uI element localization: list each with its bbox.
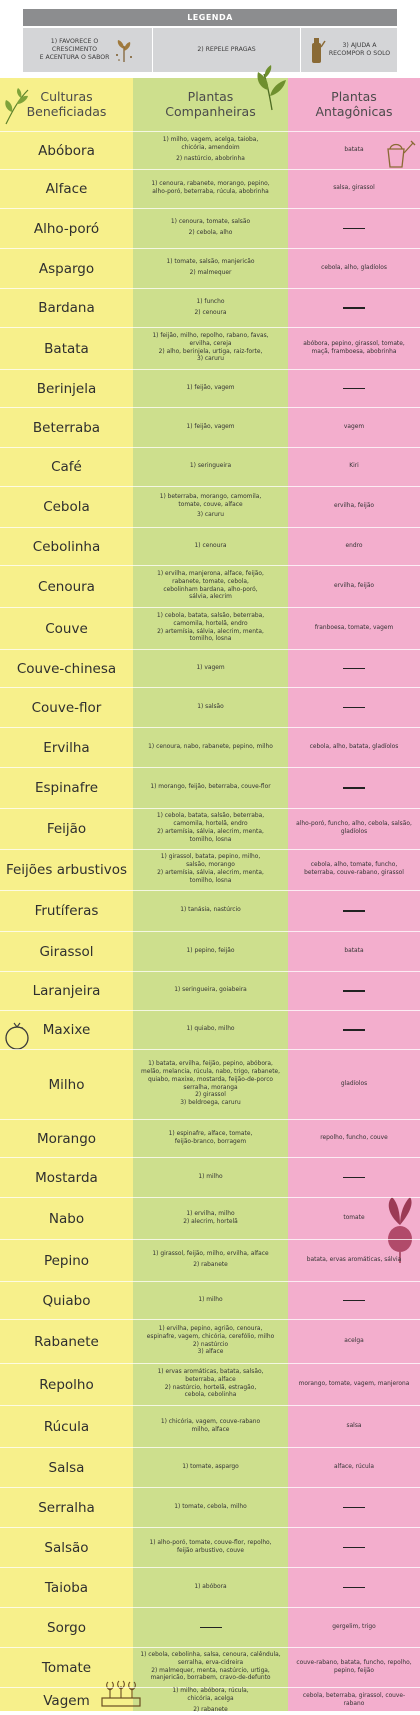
crop-name: Cenoura <box>38 578 95 595</box>
companion-line: ervilha, cereja <box>189 340 232 347</box>
companion-line: 1) girassol, batata, pepino, milho, <box>160 854 261 861</box>
table-row <box>0 369 420 407</box>
companion-plants <box>133 1648 288 1687</box>
legend-item-1-line: E ACENTURA O SABOR <box>39 53 110 61</box>
companion-line: 3) caruru <box>196 512 225 519</box>
antagonist-plants: franboesa, tomate, vagem <box>314 624 394 631</box>
crop-name: Batata <box>44 340 89 357</box>
companion-line: 1) feijão, vagem <box>186 423 235 430</box>
companion-plants <box>133 932 288 971</box>
crop-name: Sorgo <box>47 1619 86 1636</box>
legend-title: LEGENDA <box>23 9 397 26</box>
table-row <box>0 649 420 687</box>
companion-line: sálvia, alecrim <box>189 594 232 601</box>
none-dash <box>200 1627 222 1629</box>
table-row <box>0 849 420 890</box>
companion-line: camomila, hortelã, endro <box>173 620 248 627</box>
none-dash <box>343 1300 365 1302</box>
companion-plants <box>133 328 288 369</box>
companion-line: 1) cebola, cebolinha, salsa, cenoura, calêndula, <box>140 1651 281 1658</box>
crop-name: Milho <box>48 1076 85 1093</box>
crop-name: Abóbora <box>38 142 95 159</box>
antagonist-plants <box>288 1158 420 1197</box>
companion-line: 1) milho <box>198 1296 223 1303</box>
companion-plants <box>133 487 288 527</box>
companion-line: 1) abóbora <box>194 1583 227 1590</box>
companion-line: feijão arbustivo, couve <box>176 1547 245 1554</box>
companion-line: 2) malmequer <box>189 270 232 276</box>
crop-name: Vagem <box>43 1693 90 1710</box>
companion-line: espinafre, vagem, chicória, cerefólio, milho <box>146 1333 275 1340</box>
companion-line: 1) girassol, feijão, milho, ervilha, alface <box>152 1251 269 1258</box>
companion-line: 1) espinafre, alface, tomate, <box>168 1130 253 1137</box>
none-dash <box>343 910 365 912</box>
antagonist-plants: vagem <box>343 423 365 430</box>
companion-line: 2) nastúrcio <box>192 1341 229 1348</box>
antagonist-plants <box>288 1528 420 1567</box>
leaf-sprig-icon <box>2 86 32 126</box>
companion-plants <box>133 1568 288 1607</box>
companion-line: 1) funcho <box>196 298 225 305</box>
antagonist-plants <box>288 1488 420 1527</box>
companion-line: chicória, amendoim <box>181 145 240 152</box>
table-row <box>0 169 420 208</box>
table-row <box>0 808 420 849</box>
crop-name: Alho-poró <box>33 220 100 237</box>
companion-line: 1) salsão <box>197 703 224 710</box>
table-row <box>0 131 420 169</box>
companion-plants <box>133 1406 288 1447</box>
header-antagonicas <box>288 78 420 131</box>
table-row <box>0 767 420 808</box>
header-text: Plantas <box>187 89 234 105</box>
companion-line: quiabo, maxixe, mostarda, feijão-de-porco <box>147 1076 274 1083</box>
legend-item-2-line: 2) REPELE PRAGAS <box>197 46 256 54</box>
companion-line: 2) cenoura <box>194 309 227 316</box>
companion-line: 1) tomate, aspargo <box>182 1463 239 1470</box>
companion-line: beterraba, alface <box>185 1376 236 1383</box>
crop-name: Feijões arbustivos <box>5 862 128 878</box>
companion-plants <box>133 249 288 288</box>
antagonist-plants: endro <box>345 542 363 549</box>
companion-line: 2) girassol <box>195 1092 226 1099</box>
seedling-sparkle-icon <box>113 37 135 63</box>
crop-name: Alface <box>45 181 88 197</box>
companion-line: 2) artemísia, sálvia, alecrim, menta, <box>157 829 264 835</box>
table-row <box>0 407 420 447</box>
companion-line: chicória, acelga <box>187 1695 234 1702</box>
companion-line: serralha, erva-cidreira <box>177 1659 244 1666</box>
table-row <box>0 1527 420 1567</box>
table-row <box>0 727 420 767</box>
none-dash <box>343 228 365 230</box>
table-row <box>0 931 420 971</box>
crop-name: Frutíferas <box>34 903 99 919</box>
crop-name: Ervilha <box>43 739 90 756</box>
table-row <box>0 1487 420 1527</box>
antagonist-plants: gergelim, trigo <box>332 1623 376 1630</box>
antagonist-plants: alho-poró, funcho, alho, cebola, salsão, gladíolos <box>296 821 412 835</box>
companion-line: 1) chicória, vagem, couve-rabano <box>160 1418 261 1425</box>
antagonist-plants <box>288 972 420 1010</box>
antagonist-plants <box>288 1282 420 1319</box>
companion-plants <box>133 688 288 727</box>
companion-plants <box>133 1448 288 1487</box>
table-row <box>0 607 420 649</box>
crop-name: Espinafre <box>34 780 99 796</box>
crop-name: Cebolinha <box>32 538 101 555</box>
companion-line: salsão, morango <box>186 862 235 869</box>
companion-line: 1) seringueira <box>189 463 232 470</box>
header-text: Antagônicas <box>315 103 393 119</box>
companion-plants <box>133 809 288 849</box>
companion-line: 2) cebola, alho <box>188 230 233 236</box>
table-row <box>0 527 420 565</box>
legend-item-3-line: RECOMPOR O SOLO <box>328 50 391 57</box>
antagonist-plants: morango, tomate, vagem, manjerona <box>298 1380 410 1387</box>
companion-plants <box>133 370 288 407</box>
companion-line: 2) nastúrcio, hortelã, estragão, <box>164 1384 257 1391</box>
companion-line: 1) cenoura, rabanete, morango, pepino, <box>151 181 270 188</box>
companion-line: 1) cenoura, tomate, salsão <box>170 219 251 226</box>
none-dash <box>343 307 365 309</box>
table-row <box>0 1119 420 1157</box>
antagonist-plants: cebola, alho, tomate, funcho, beterraba, couve-rabano, girassol <box>304 862 404 876</box>
companion-line: 1) milho <box>198 1173 223 1180</box>
companion-plants <box>133 289 288 327</box>
companion-plants <box>133 1488 288 1527</box>
companion-plants <box>133 891 288 931</box>
legend-item-1 <box>23 28 153 72</box>
companion-plants <box>133 209 288 248</box>
table-row <box>0 327 420 369</box>
companion-line: melão, melancia, rúcula, nabo, trigo, rabanete, <box>140 1068 281 1075</box>
companion-plants <box>133 528 288 565</box>
crop-name: Mostarda <box>35 1169 98 1186</box>
crop-name: Salsão <box>44 1539 89 1556</box>
table-row <box>0 248 420 288</box>
antagonist-plants <box>288 768 420 808</box>
antagonist-plants <box>288 289 420 327</box>
companion-line: 1) quiabo, milho <box>186 1026 235 1033</box>
companion-plants <box>133 608 288 649</box>
table-header <box>0 78 420 131</box>
companion-line: 1) tomate, cebola, milho <box>174 1503 247 1510</box>
none-dash <box>343 1547 365 1549</box>
antagonist-plants <box>288 1011 420 1049</box>
crop-name: Nabo <box>48 1210 85 1227</box>
antagonist-plants: Kiri <box>349 463 359 470</box>
companion-line: 1) cenoura <box>194 542 227 549</box>
companion-plants <box>133 566 288 607</box>
companion-line: 2) alho, berinjela, urtiga, raiz-forte, <box>158 348 263 355</box>
antagonist-plants: cebola, beterraba, girassol, couve-rabano <box>302 1693 406 1708</box>
companion-line: cebolinham bardana, alho-poró, <box>163 586 258 593</box>
crop-name: Couve-chinesa <box>16 660 117 677</box>
companion-line: serralha, moranga <box>183 1084 238 1091</box>
legend <box>23 28 397 72</box>
companion-line: 1) tanásia, nastúrcio <box>180 907 241 914</box>
table-body <box>0 131 420 1711</box>
none-dash <box>343 1029 365 1031</box>
companion-plants <box>133 1320 288 1363</box>
header-text: Beneficiadas <box>26 103 107 119</box>
antagonist-plants: acelga <box>344 1337 364 1344</box>
companion-line: 1) milho, abóbora, rúcula, <box>172 1688 249 1694</box>
antagonist-plants <box>288 688 420 727</box>
companion-plants <box>133 408 288 447</box>
companion-plants <box>133 448 288 486</box>
watering-can-icon <box>308 35 326 65</box>
none-dash <box>343 1177 365 1179</box>
companion-plants <box>133 850 288 890</box>
companion-plants <box>133 1282 288 1319</box>
table-row <box>0 1010 420 1049</box>
companion-plants <box>133 1240 288 1281</box>
table-row <box>0 447 420 486</box>
companion-plants <box>133 972 288 1010</box>
legend-item-1-line: 1) FAVORECE O <box>50 38 99 46</box>
crop-name: Taioba <box>44 1579 89 1596</box>
none-dash <box>343 388 365 390</box>
companion-plants <box>133 1528 288 1567</box>
table-row <box>0 890 420 931</box>
antagonist-plants <box>288 370 420 407</box>
companion-line: tomate, couve, alface <box>178 501 243 508</box>
crop-name: Aspargo <box>38 260 95 277</box>
crop-name: Feijão <box>46 821 87 837</box>
antagonist-plants: gladíolos <box>340 1080 368 1087</box>
companion-line: 2) artemísia, sálvia, alecrim, menta, <box>157 628 264 635</box>
companion-plants <box>133 1158 288 1197</box>
companion-plants <box>133 650 288 687</box>
none-dash <box>343 990 365 992</box>
companion-line: cebola, cebolinha <box>184 1392 237 1399</box>
companion-line: 2) rabanete <box>193 1262 228 1268</box>
companion-line: 1) seringueira, goiabeira <box>174 987 247 994</box>
table-row <box>0 1049 420 1119</box>
companion-plants <box>133 1364 288 1405</box>
table-row <box>0 687 420 727</box>
none-dash <box>343 787 365 789</box>
companion-line: 2) malmequer, menta, nastúrcio, urtiga, <box>151 1667 270 1674</box>
crop-name: Bardana <box>38 300 95 316</box>
antagonist-plants <box>288 209 420 248</box>
companion-line: 1) ervas aromáticas, batata, salsão, <box>157 1368 264 1375</box>
companion-line: 3) beldroega, caruru <box>180 1100 241 1107</box>
antagonist-plants: ervilha, feijão <box>333 582 375 589</box>
companion-plants <box>133 1608 288 1647</box>
table-row <box>0 1157 420 1197</box>
antagonist-plants: repolho, funcho, couve <box>320 1134 388 1141</box>
companion-plants <box>133 728 288 767</box>
companion-line: 1) batata, ervilha, feijão, pepino, abóbora, <box>148 1060 273 1067</box>
companion-line: rabanete, tomate, cebola, <box>172 578 249 585</box>
none-dash <box>343 707 365 709</box>
table-row <box>0 971 420 1010</box>
companion-line: feijão-branco, borragem <box>174 1138 247 1145</box>
companion-line: 1) feijão, vagem <box>186 384 235 391</box>
header-text: Plantas <box>331 89 377 105</box>
crop-name: Salsa <box>48 1459 85 1476</box>
table-row <box>0 288 420 327</box>
crop-name: Beterraba <box>32 419 101 436</box>
crop-name: Laranjeira <box>32 983 101 999</box>
crop-name: Girassol <box>39 943 94 960</box>
companion-line: 1) feijão, milho, repolho, rabano, favas, <box>152 332 269 339</box>
crop-name: Repolho <box>39 1376 94 1393</box>
companion-plants <box>133 1198 288 1239</box>
companion-line: 2) nastúrcio, abobrinha <box>176 155 245 162</box>
companion-plants <box>133 132 288 169</box>
antagonist-plants <box>288 891 420 931</box>
antagonist-plants: ervilha, feijão <box>333 503 375 510</box>
legend-item-1-line: CRESCIMENTO <box>51 46 98 54</box>
crop-name: Café <box>51 459 82 475</box>
antagonist-plants: abóbora, pepino, girassol, tomate, maçã, framboesa, abobrinha <box>303 340 405 355</box>
companion-line: 2) rabanete <box>193 1706 228 1713</box>
antagonist-plants: tomate <box>343 1214 365 1221</box>
table-row <box>0 1281 420 1319</box>
companion-line: 1) vagem <box>196 664 225 671</box>
companion-line: 3) alface <box>197 1349 224 1356</box>
antagonist-plants: alface, rúcula <box>334 1463 374 1470</box>
none-dash <box>343 1587 365 1589</box>
companion-line: 2) artemísia, sálvia, alecrim, menta, <box>157 870 264 876</box>
companion-plants <box>133 1120 288 1157</box>
antagonist-plants: batata, ervas aromáticas, sálvia <box>306 1256 402 1263</box>
table-row <box>0 1607 420 1647</box>
crop-name: Tomate <box>41 1659 92 1676</box>
crop-name: Cebola <box>43 499 90 515</box>
antagonist-plants: batata <box>344 947 364 954</box>
table-row <box>0 1197 420 1239</box>
companion-line: 1) beterraba, morango, camomila, <box>159 493 262 500</box>
companion-line: 1) cebola, batata, salsão, beterraba, <box>156 612 265 619</box>
companion-line: 1) milho, vagem, acelga, taioba, <box>162 137 259 144</box>
antagonist-plants <box>288 650 420 687</box>
antagonist-plants: couve-rabano, batata, funcho, repolho, pepino, feijão <box>296 1659 412 1674</box>
crop-name: Couve <box>45 620 88 637</box>
crop-name: Berinjela <box>36 380 97 397</box>
antagonist-plants: salsa <box>346 1422 362 1429</box>
none-dash <box>343 1507 365 1509</box>
companion-line: 2) alecrim, hortelã <box>183 1218 238 1225</box>
table-row <box>0 1239 420 1281</box>
none-dash <box>343 668 365 670</box>
antagonist-plants: cebola, alho, batata, gladíolos <box>309 743 399 750</box>
companion-line: 1) ervilha, milho <box>186 1210 235 1217</box>
legend-item-3 <box>301 28 397 72</box>
antagonist-plants <box>288 1568 420 1607</box>
table-row <box>0 486 420 527</box>
companion-line: tomilho, losna <box>189 836 232 843</box>
crop-name: Pepino <box>43 1252 90 1269</box>
companion-line: 3) caruru <box>196 356 225 363</box>
companion-line: 1) ervilha, pepino, agrião, cenoura, <box>158 1325 263 1332</box>
companion-line: tomilho, losna <box>189 877 232 884</box>
header-text: Culturas <box>40 89 93 105</box>
companion-line: 1) cebola, batata, salsão, beterraba, <box>156 813 265 820</box>
companion-line: 1) pepino, feijão <box>186 947 235 954</box>
companion-line: manjericão, borrabem, cravo-de-defunto <box>150 1675 271 1682</box>
table-row <box>0 1447 420 1487</box>
crop-name: Rabanete <box>34 1333 99 1350</box>
companion-line: 1) alho-poró, tomate, couve-flor, repolho, <box>149 1539 272 1546</box>
antagonist-plants: cebola, alho, gladíolos <box>321 264 387 271</box>
companion-plants <box>133 170 288 208</box>
companion-line: 1) morango, feijão, beterraba, couve-flor <box>150 784 271 791</box>
companion-line: alho-poró, beterraba, rúcula, abobrinha <box>152 189 269 195</box>
header-text: Companheiras <box>165 103 256 119</box>
crop-name: Couve-flor <box>31 699 102 716</box>
table-row <box>0 565 420 607</box>
crop-name: Rúcula <box>43 1418 90 1435</box>
companion-line: 1) cenoura, nabo, rabanete, pepino, milho <box>148 743 273 750</box>
companion-line: 1) tomate, salsão, manjericão <box>166 259 255 266</box>
companion-plants <box>133 1050 288 1119</box>
crop-name: Serralha <box>38 1499 95 1516</box>
companion-line: camomila, hortelã, endro <box>173 821 248 828</box>
companion-line: tomilho, losna <box>189 636 232 643</box>
crop-name: Morango <box>36 1130 97 1147</box>
crop-name: Quiabo <box>42 1292 91 1309</box>
leafy-plant-icon <box>250 64 290 112</box>
crop-name: Maxixe <box>42 1022 91 1038</box>
companion-line: milho, alface <box>191 1426 230 1433</box>
antagonist-plants: batata <box>344 146 364 153</box>
legend-item-3-line: 3) AJUDA A <box>342 42 377 50</box>
table-row <box>0 1405 420 1447</box>
companion-plants <box>133 1011 288 1049</box>
table-row <box>0 1363 420 1405</box>
table-row <box>0 208 420 248</box>
table-row <box>0 1319 420 1363</box>
antagonist-plants: salsa, girassol <box>333 185 375 192</box>
companion-line: 1) ervilha, manjerona, alface, feijão, <box>157 570 264 577</box>
table-row <box>0 1567 420 1607</box>
table-row <box>0 1647 420 1687</box>
companion-plants <box>133 768 288 808</box>
